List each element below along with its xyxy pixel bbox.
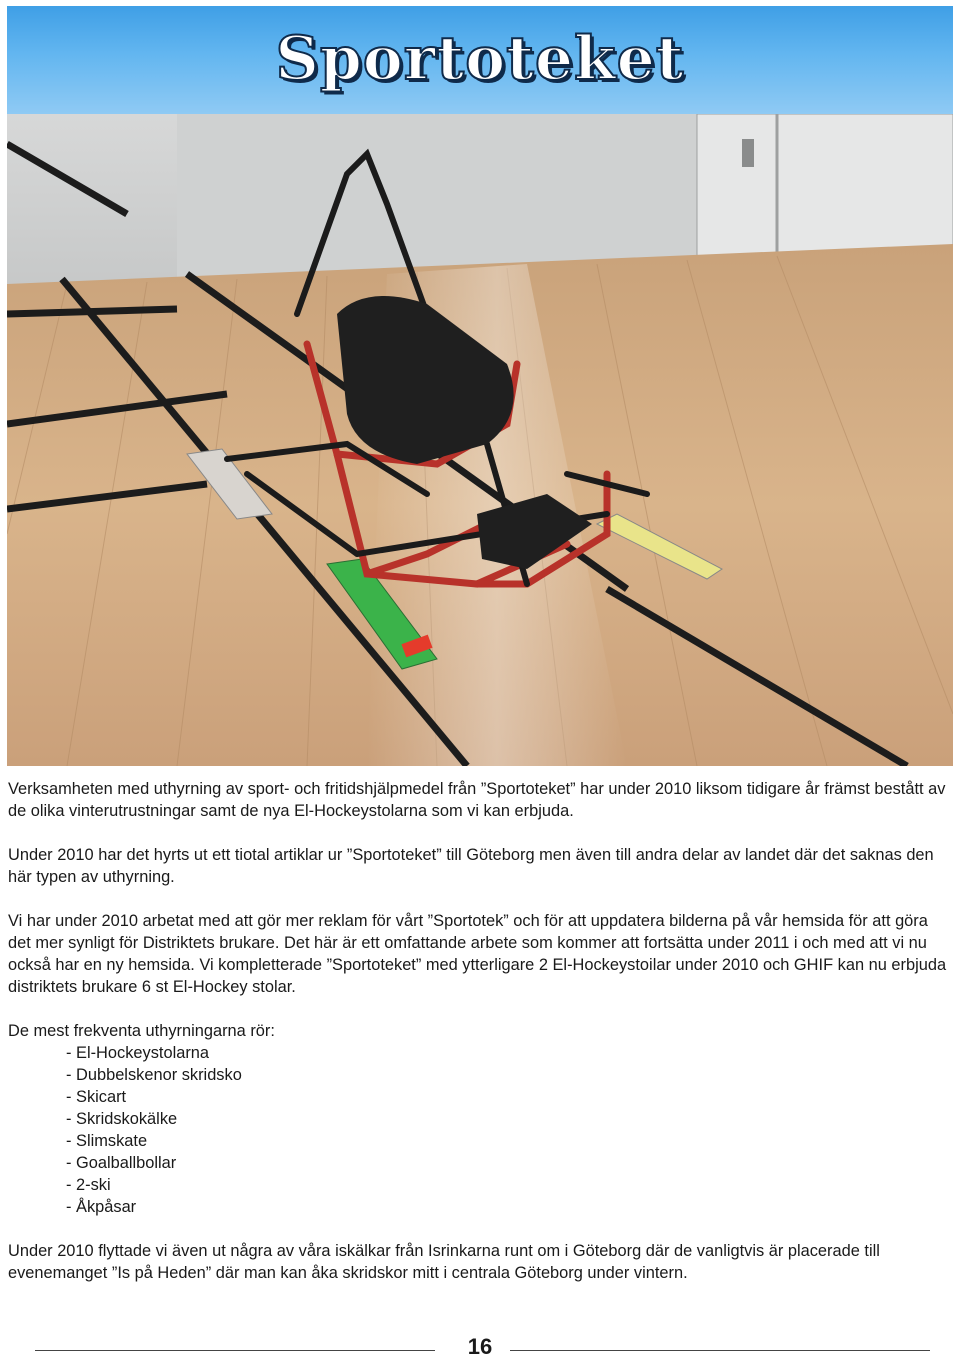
paragraph-intro: Verksamheten med uthyrning av sport- och fritidshjälpmedel från ”Sportoteket” har under 2010 liksom tidigare år främst bestått av de olika vinterutrustningar samt de nya El-Hockeystolarna som vi kan erbjuda. [8, 780, 946, 820]
paragraph-event: Under 2010 flyttade vi även ut några av våra iskälkar från Isrinkarna runt om i Göteborg där de vanligtvis är placerade till evenemanget ”Is på Heden” där man kan åka skridskor mitt i centrala Göteborg under vintern. [8, 1242, 880, 1282]
list-item: - Åkpåsar [66, 1198, 137, 1216]
page-number: 16 [467, 1334, 493, 1359]
list-item: - 2-ski [66, 1176, 111, 1194]
footer-rule-right [510, 1350, 930, 1351]
list-item: - Goalballbollar [66, 1154, 177, 1172]
list-item: - Dubbelskenor skridsko [66, 1066, 242, 1084]
title-banner [7, 6, 953, 114]
list-item: - Slimskate [66, 1132, 148, 1150]
sit-ski-sled-photo [7, 114, 953, 766]
rental-list [66, 1042, 948, 1218]
list-intro: De mest frekventa uthyrningarna rör: [8, 1022, 275, 1040]
paragraph-marketing: Vi har under 2010 arbetat med att gör mer reklam för vårt ”Sportotek” och för att uppdatera bilderna på vår hemsida för att göra det mer synligt för Distriktets brukare. Det här är ett omfattande arbete som kommer att fortsätta under 2011 i och med att vi nu också har en ny hemsida. Vi kompletterade ”Sportoteket” med ytterligare 2 El-Hockeystoilar under 2010 och GHIF kan nu erbjuda distriktets brukare 6 st El-Hockey stolar. [8, 912, 947, 996]
body-text [8, 778, 948, 1306]
page-title: Sportoteket [275, 24, 685, 94]
paragraph-rentals: Under 2010 har det hyrts ut ett tiotal artiklar ur ”Sportoteket” till Göteborg men även till andra delar av landet där det saknas den här typen av uthyrning. [8, 846, 934, 886]
list-item: - El-Hockeystolarna [66, 1044, 210, 1062]
list-item: - Skicart [66, 1088, 127, 1106]
list-item: - Skridskokälke [66, 1110, 178, 1128]
footer-rule-left [35, 1350, 435, 1351]
